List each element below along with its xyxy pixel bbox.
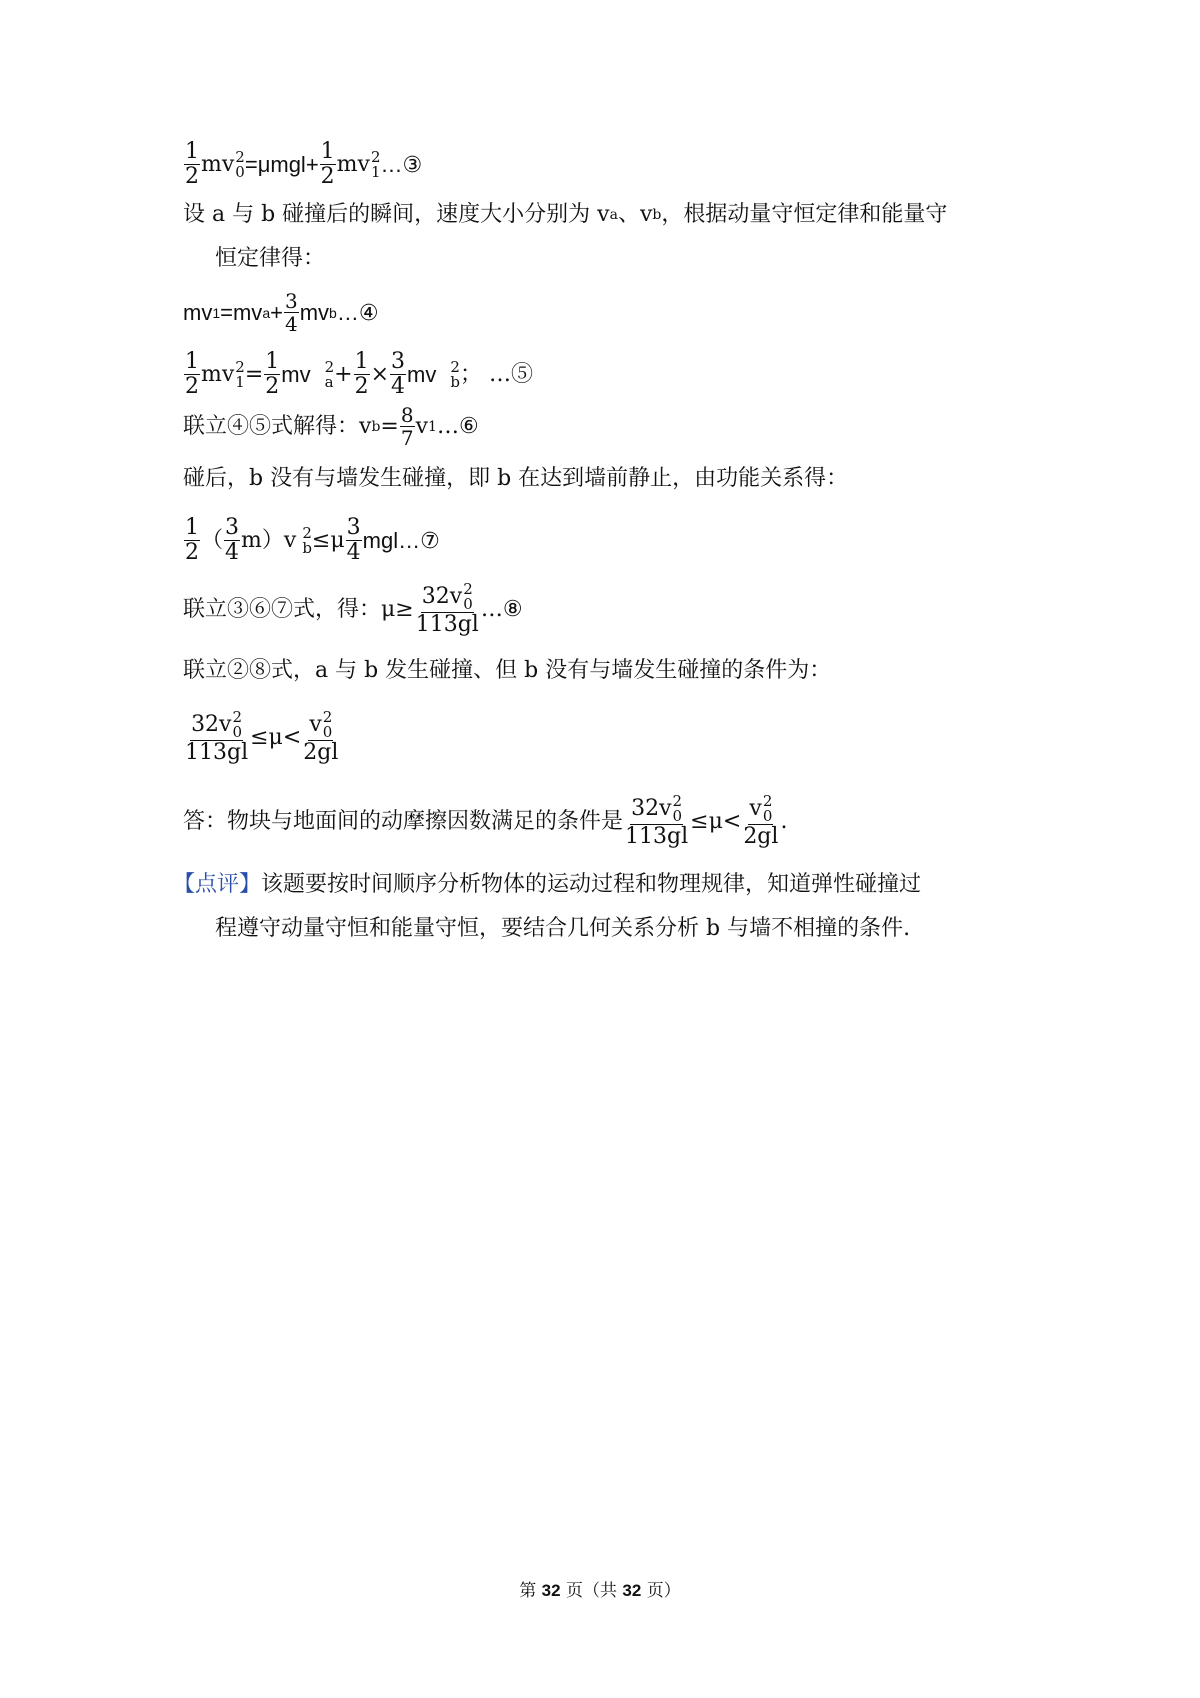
subscript: a	[324, 372, 334, 391]
text: ≤μ<	[250, 724, 302, 750]
fraction	[354, 350, 370, 399]
subscript: 1	[428, 418, 437, 435]
fraction	[184, 140, 200, 189]
denominator: 4	[225, 540, 240, 565]
numerator: 3	[346, 515, 361, 540]
superscript: 2	[450, 357, 460, 376]
numerator: 3	[284, 289, 298, 313]
denominator: 2	[320, 164, 335, 189]
text: ×	[370, 361, 390, 387]
numerator: 1	[265, 349, 280, 374]
term: 32v	[631, 796, 672, 821]
denominator: 2	[185, 540, 199, 565]
text: mv	[281, 361, 311, 387]
denominator: 2	[185, 374, 199, 399]
fraction	[742, 794, 779, 849]
denominator: 4	[391, 374, 406, 399]
text: m）v	[241, 527, 297, 553]
text: 页（共	[560, 1581, 623, 1601]
subscript: a	[262, 304, 271, 321]
exponent-stack	[235, 147, 245, 181]
answer-line	[183, 794, 787, 849]
exponent-stack	[463, 582, 473, 612]
superscript: 2	[672, 792, 683, 810]
subscript: b	[329, 304, 337, 321]
comment-line	[173, 866, 921, 904]
subscript: b	[652, 207, 662, 223]
subscript: b	[302, 538, 312, 557]
superscript: 2	[235, 357, 245, 376]
fraction	[184, 516, 200, 565]
subscript: 0	[672, 807, 683, 825]
exponent-stack	[370, 147, 381, 181]
text: +	[270, 299, 283, 325]
fraction	[390, 350, 406, 399]
text: ，根据动量守恒定律和能量守	[661, 202, 948, 227]
text: 程遵守动量守恒和能量守恒，要结合几何关系分析 b 与墙不相撞的条件.	[215, 916, 911, 941]
numerator: 1	[320, 139, 335, 164]
text: mv	[183, 299, 213, 325]
text: 碰后，b 没有与墙发生碰撞，即 b 在达到墙前静止，由功能关系得：	[183, 466, 849, 491]
subscript: b	[371, 418, 381, 435]
subscript: 0	[322, 723, 333, 741]
text: mv	[407, 361, 437, 387]
superscript: 2	[370, 147, 381, 166]
denominator: 4	[346, 540, 361, 565]
denominator: 2	[354, 374, 369, 399]
numerator	[308, 710, 333, 741]
subscript: 0	[232, 723, 243, 741]
subscript: 1	[370, 162, 381, 181]
numerator: 3	[225, 515, 240, 540]
text: 该题要按时间顺序分析物体的运动过程和物理规律，知道弹性碰撞过	[261, 872, 922, 897]
equation-text: =μmgl+	[244, 151, 319, 177]
equation-mark: …③	[380, 151, 423, 177]
text: v	[415, 413, 429, 439]
equation-mark: …④	[336, 299, 379, 325]
numerator: 1	[185, 515, 199, 540]
equation-3	[183, 140, 422, 189]
exponent-stack	[235, 357, 245, 391]
superscript: 2	[302, 523, 312, 542]
subscript: 1	[235, 372, 245, 391]
numerator	[421, 582, 474, 613]
subscript: 0	[762, 807, 773, 825]
exponent-stack	[323, 710, 333, 740]
page-total: 32	[622, 1581, 642, 1600]
text: 答：物块与地面间的动摩擦因数满足的条件是	[183, 808, 624, 834]
subscript: 0	[235, 162, 245, 181]
text: （	[201, 527, 224, 553]
text: 联立②⑧式，a 与 b 发生碰撞、但 b 没有与墙发生碰撞的条件为：	[183, 658, 832, 683]
text: ≤μ<	[690, 808, 742, 834]
fraction	[224, 516, 240, 565]
fraction	[320, 140, 336, 189]
text: mv	[299, 299, 330, 325]
text: 联立③⑥⑦式，得：μ≥	[183, 596, 414, 622]
equation-7	[183, 516, 440, 565]
fraction	[624, 794, 689, 849]
term-mv: mv	[201, 361, 235, 387]
denominator: 2	[185, 164, 199, 189]
text: =mv	[220, 299, 263, 325]
fraction	[284, 290, 299, 335]
text: ≤μ	[311, 527, 345, 553]
denominator: 113gl	[415, 612, 479, 637]
subscript: a	[609, 207, 618, 223]
numerator	[190, 710, 243, 741]
text: 第	[519, 1581, 542, 1601]
numerator: 1	[185, 349, 199, 374]
text: 设 a 与 b 碰撞后的瞬间，速度大小分别为 v	[183, 202, 610, 227]
superscript: 2	[762, 792, 773, 810]
term-mv: mv	[201, 151, 235, 177]
numerator	[630, 794, 683, 825]
exponent-stack	[763, 794, 773, 824]
equation-5: $\frac{1}{2}$ mv 2 1 = $\frac{1}{2}$ mv 2 a + $\frac{1}{2}$ × $\frac{3}{4}$ mv 2 b ； …⑤	[185, 349, 533, 399]
fraction	[184, 710, 249, 765]
denominator: 7	[400, 426, 414, 450]
numerator	[748, 794, 773, 825]
text: mgl…⑦	[362, 527, 440, 553]
subscript: b	[450, 372, 460, 391]
superscript: 2	[324, 357, 335, 376]
page-footer	[0, 1576, 1200, 1601]
fraction	[346, 516, 362, 565]
comment-tag: 【点评】	[173, 872, 262, 897]
numerator: 8	[400, 403, 414, 427]
term-mv: mv	[336, 151, 370, 177]
subscript: 0	[463, 595, 473, 613]
text: 、v	[617, 202, 653, 227]
page-number: 32	[541, 1581, 561, 1600]
equation-mark: …⑥	[436, 413, 479, 439]
subscript: 1	[212, 304, 221, 321]
inequality	[183, 710, 340, 765]
exponent-stack	[324, 357, 335, 391]
numerator: 1	[185, 139, 199, 164]
superscript: 2	[463, 580, 473, 598]
denominator: 113gl	[185, 740, 249, 765]
fraction	[400, 404, 415, 449]
term: v	[749, 796, 762, 821]
equation-4	[183, 290, 379, 335]
equation-8	[183, 582, 523, 637]
fraction	[264, 350, 280, 399]
paragraph-line	[183, 460, 848, 498]
numerator: 3	[391, 349, 406, 374]
exponent-stack	[450, 357, 460, 391]
numerator: 1	[354, 349, 369, 374]
paragraph-line	[215, 240, 325, 278]
exponent-stack	[673, 794, 683, 824]
exponent-stack	[233, 710, 243, 740]
denominator: 2gl	[303, 740, 339, 765]
denominator: 113gl	[625, 824, 689, 849]
text: 恒定律得：	[215, 246, 326, 271]
equation-6	[183, 404, 479, 449]
exponent-stack	[302, 523, 312, 557]
text: 页）	[641, 1581, 681, 1601]
superscript: 2	[322, 708, 333, 726]
text: =	[380, 413, 399, 439]
superscript: 2	[232, 708, 243, 726]
term: v	[309, 712, 322, 737]
denominator: 2	[265, 374, 280, 399]
text: 联立④⑤式解得：v	[183, 413, 372, 439]
text: .	[780, 808, 788, 834]
paragraph-line	[183, 196, 947, 234]
fraction	[184, 350, 200, 399]
term: 32v	[191, 712, 232, 737]
equation-mark: ； …⑤	[459, 361, 533, 387]
comment-line	[215, 910, 910, 948]
paragraph-line	[183, 652, 831, 690]
fraction	[415, 582, 480, 637]
denominator: 2gl	[743, 824, 779, 849]
superscript: 2	[235, 147, 245, 166]
denominator: 4	[284, 312, 298, 336]
term: 32v	[421, 584, 463, 609]
equation-mark: …⑧	[480, 596, 523, 622]
fraction	[302, 710, 339, 765]
